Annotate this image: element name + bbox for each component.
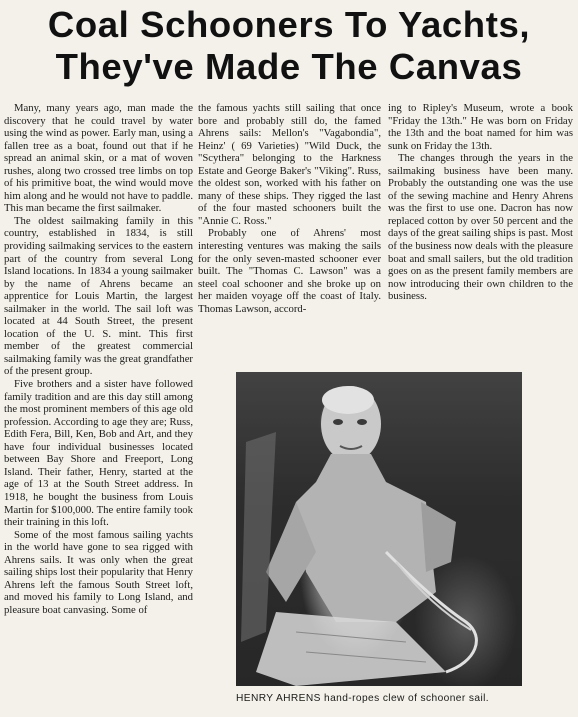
photo-illustration xyxy=(236,372,522,686)
paragraph: The changes through the years in the sailmaking business have been many. Probably the outstanding one was the use of the sewing machine and Henry Ahrens was the first to use one. Dacron has now replaced cotton by over 50 percent and the days of the great sailing ships is past. Most of the business now deals with the pleasure boat and small sailers, but the old tradition goes on as the present family members are now introducing their own children to the business. xyxy=(388,152,573,303)
paragraph: Probably one of Ahrens' most interesting ventures was making the sails for the only seven-masted schooner ever built. The "Thomas C. Lawson" was a steel coal schooner and she broke up on her maiden voyage off the coast of Italy. Thomas Lawson, accord- xyxy=(198,227,381,315)
headline-line-2: They've Made The Canvas xyxy=(55,46,523,87)
paragraph: Some of the most famous sailing yachts in the world have gone to sea rigged with Ahrens sails. It was only when the great sailing ships lost their popularity that Henry Ahrens left the famous South Street loft, and moved his family to Long Island, and pleasure boat canvasing. Some of xyxy=(4,528,193,616)
paragraph: the famous yachts still sailing that once bore and probably still do, the famed Ahrens sails: Mellon's "Vagabondia", Heinz' ( 69 Varieties) "Wild Duck, the "Scythera" belonging to the Harkness Estate and George Baker's "Viking". Russ, the oldest son, worked with his father on many of these ships. They rigged the last of the four masted schooners built the "Annie C. Ross." xyxy=(198,102,381,227)
photo-henry-ahrens xyxy=(236,372,522,686)
paragraph: Many, many years ago, man made the discovery that he could travel by water using the wind as power. Early man, using a fallen tree as a boat, found out that if he spread an animal skin, or a mat of woven rushes, along two crossed tree limbs on top of his primitive boat, the wind would move him along and he would not have to paddle. This man became the first sailmaker. xyxy=(4,102,193,215)
paragraph: ing to Ripley's Museum, wrote a book "Friday the 13th." He was born on Friday the 13th and the boat named for him was sunk on Friday the 13th. xyxy=(388,102,573,152)
article-column-1 xyxy=(4,102,193,616)
paragraph: The oldest sailmaking family in this country, established in 1834, is still providing sailmaking services to the eastern part of the country from several Long Island locations. In 1834 a young sailmaker by the name of Ahrens became an apprentice for Louis Martin, the largest sailmaker in the world. The sail loft was located at 44 South Street, the present location of the U. S. mint. This first member of the greatest commercial sailmaking family was the great grandfather of the present group. xyxy=(4,214,193,378)
paragraph: Five brothers and a sister have followed family tradition and are this day still among the most prominent members of this age old profession. According to age they are; Russ, Edith Fera, Bill, Ken, Bob and Art, and they have four individual businesses located between Bay Shore and Freeport, Long Island. Their father, Henry, started at the age of 13 at the South Street address. In 1918, he bought the business from Louis Martin for $100,000. The entire family took their training in this loft. xyxy=(4,378,193,529)
headline-line-1: Coal Schooners To Yachts, xyxy=(47,4,531,45)
headline xyxy=(0,4,578,88)
photo-caption: HENRY AHRENS hand-ropes clew of schooner sail. xyxy=(236,693,490,704)
article-column-2 xyxy=(198,102,381,315)
article-column-3 xyxy=(388,102,573,303)
